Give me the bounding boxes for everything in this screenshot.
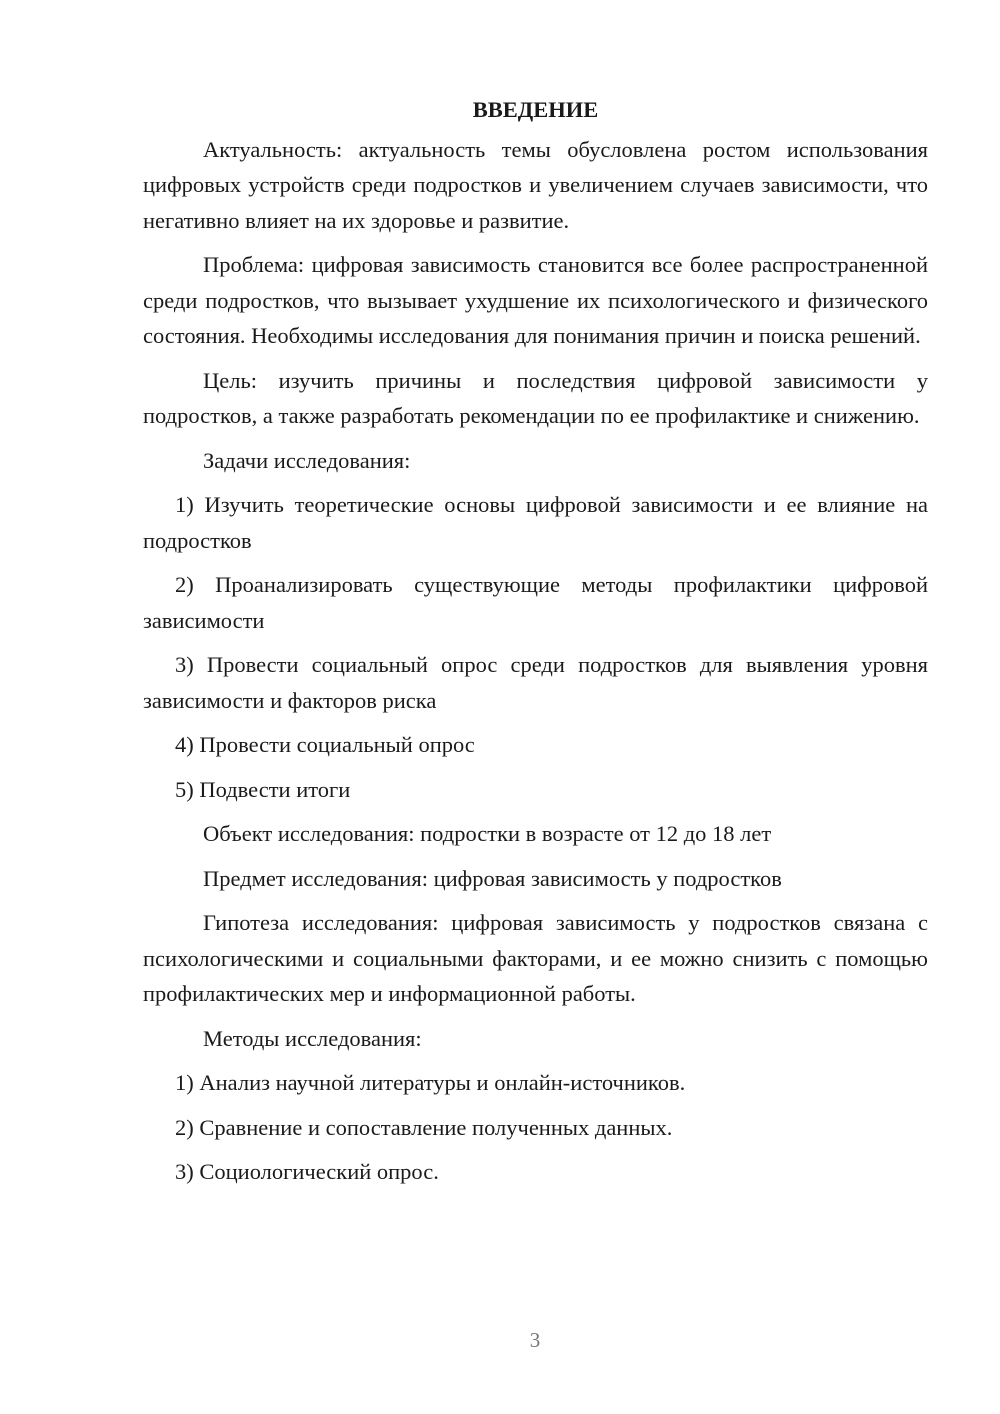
method-item-1: 1) Анализ научной литературы и онлайн-источников. <box>175 1070 686 1095</box>
methods-heading: Методы исследования: <box>203 1025 422 1051</box>
task-item-4: 4) Провести социальный опрос <box>175 732 475 757</box>
task-item-1: 1) Изучить теоретические основы цифровой зависимости и ее влияние на подростков <box>143 492 928 553</box>
task-item-2: 2) Проанализировать существующие методы профилактики цифровой зависимости <box>143 572 928 633</box>
tasks-heading: Задачи исследования: <box>203 447 411 473</box>
problem-paragraph: Проблема: цифровая зависимость становится все более распространенной среди подростков, что вызывает ухудшение их психологического и физического состояния. Необходимы исследования для понимания причин и поиска решений. <box>143 252 928 348</box>
task-item-5: 5) Подвести итоги <box>175 776 351 802</box>
relevance-paragraph: Актуальность: актуальность темы обусловлена ростом использования цифровых устройств среди подростков и увеличением случаев зависимости, что негативно влияет на их здоровье и развитие. <box>143 136 928 233</box>
hypothesis-paragraph: Гипотеза исследования: цифровая зависимость у подростков связана с психологическими и социальными факторами, и ее можно снизить с помощью профилактических мер и информационной работы. <box>143 910 928 1006</box>
task-item-3: 3) Провести социальный опрос среди подростков для выявления уровня зависимости и факторов риска <box>143 652 928 713</box>
goal-paragraph: Цель: изучить причины и последствия цифровой зависимости у подростков, а также разработать рекомендации по ее профилактике и снижению. <box>143 367 928 428</box>
document-title: ВВЕДЕНИЕ <box>472 97 599 122</box>
method-item-3: 3) Социологический опрос. <box>175 1159 439 1184</box>
method-item-2: 2) Сравнение и сопоставление полученных данных. <box>175 1114 673 1140</box>
research-subject: Предмет исследования: цифровая зависимость у подростков <box>203 865 782 891</box>
research-object: Объект исследования: подростки в возрасте от 12 до 18 лет <box>203 821 772 846</box>
document-page <box>143 92 928 1199</box>
page-number: 3 <box>529 1328 541 1352</box>
